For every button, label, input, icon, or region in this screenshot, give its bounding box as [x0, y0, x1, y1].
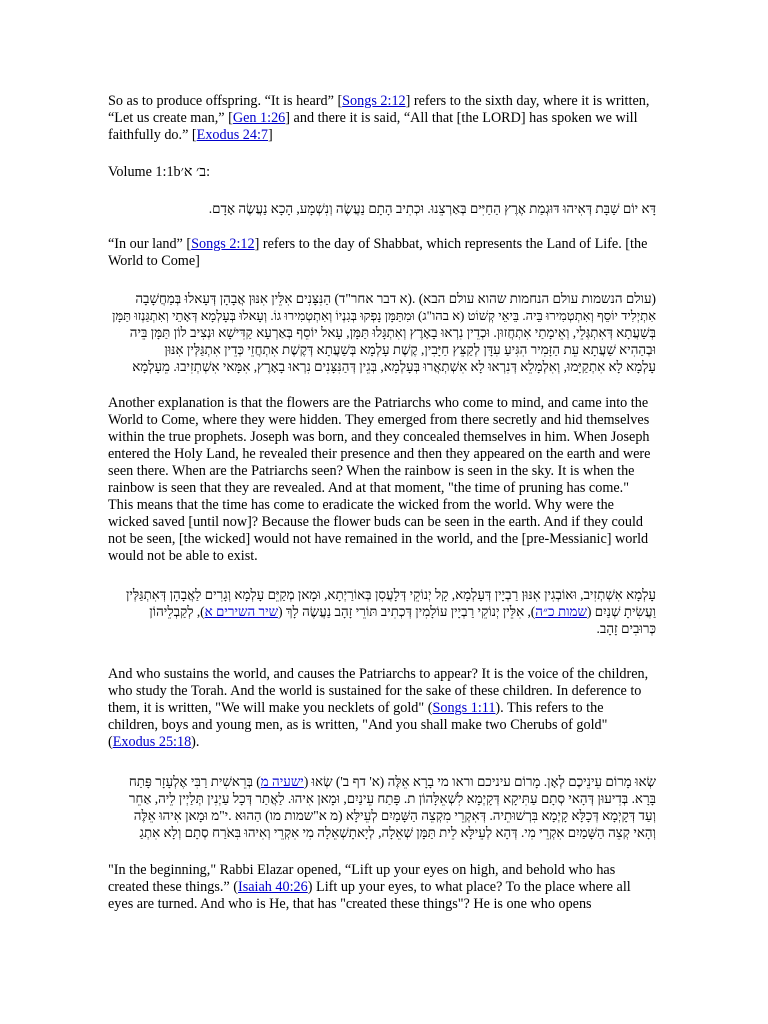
paragraph-5	[108, 862, 656, 913]
link-yeshayahu-40[interactable]: ישעיה מ	[260, 774, 304, 789]
text: ] refers to the sixth day, where it is written, “Let us create man,” [	[108, 93, 650, 126]
paragraph-3: Another explanation is that the flowers are the Patriarchs who come to mind, and came into the World to Come, where they were hidden. They emerged from there secretly and hid themselves within the true prophets. Joseph was born, and they concealed themselves in him. When Joseph entered the Holy Land, he revealed their presence and then they appeared on the earth and were seen there. When are the Patriarchs seen? When the rainbow is seen in the sky. It is when the rainbow is seen that they are revealed. And at that moment, "the time of pruning has come." This means that the time has come to eradicate the wicked from the world. Why were the wicked saved [until now]? Because the flower buds can be seen in the earth. And if they could not be seen, [the wicked] would not have remained in the world, and the [pre-Messianic] world would not be able to exist.	[108, 395, 651, 564]
hebrew-passage-3	[108, 586, 656, 637]
link-exodus-25-18[interactable]: Exodus 25:18	[112, 734, 192, 750]
paragraph-2	[108, 236, 656, 270]
text: ). This refers to the children, boys and young men, as is written, "And you shall make two Cherubs of gold" (	[108, 700, 608, 750]
link-shir-hashirim[interactable]: שיר השירים א	[204, 604, 279, 619]
link-isaiah-40-26[interactable]: Isaiah 40:26	[238, 879, 308, 895]
hebrew-line	[108, 603, 656, 620]
volume-heading: Volume 1:1bב׳ א׳:	[108, 164, 211, 180]
text: “In our land” [	[108, 236, 192, 252]
hebrew-line: כְּרוּבִים זָהָב.	[596, 621, 656, 636]
text: ).	[191, 734, 200, 750]
hebrew-line: עָלְמָא אִשְׁתְזִיב, וּאוֹבְגִין אִנּוּן רַבְיָין דְּעָלְמָא, קָל יְנוֹקֵי דְּלָעֲסִן בְּאוֹרַיְתָא, וּמָאן מְקַיֵּם עָלְמָא וְגָרִים לַאֲבָהָן דְּאִתְגַּלְּין	[125, 587, 656, 602]
hebrew-line: (עולם הנשמות עולם הנחמות שהוא עולם הבא) .(א דבר אחר"ד) הַנִּצָּנִים אִלֵּין אִנּוּן אֲבָהָן דְּעָאלוּ בְּמַחֲשָׁבָה	[135, 291, 656, 306]
hebrew-line: וְעַד דְּקָיְמָא דְּכָלָּא קָיְמָא בִּרְשׁוּתֵיה. דְּאִקְרֵי מִקְצֵה הַשָּׁמַיִם לְעֵילָּא (מ א"שמות מו) הַהוּא .י"מ וּמָאן אִיהוּ אֵלֶּה	[133, 808, 656, 823]
text: And who sustains the world, and causes the Patriarchs to appear? It is the voice of the children, who study the Torah. And the world is sustained for the sake of these children. In deference to them, it is written, "We will make you necklets of gold" (	[108, 666, 649, 716]
text: ] refers to the day of Shabbat, which represents the Land of Life. [the World to Come]	[108, 236, 648, 269]
paragraph-4	[108, 666, 656, 751]
hebrew-line	[108, 773, 656, 790]
text: "In the beginning," Rabbi Elazar opened, “Lift up your eyes on high, and behold who has created these things.” (	[108, 862, 616, 895]
hebrew-passage-1: דָּא יוֹם שַׁבָּת דְּאִיהוּ דּוּגְמַת אֶרֶץ הַחַיִּים בְּאַרְצֵנוּ. וּכְתִיב הָתָם נַעֲשֶׂה וְנִשְׁמָע, הָכָא נַעֲשֶׂה אָדָם.	[208, 201, 656, 216]
link-shemot-25[interactable]: שמות כ״ה	[535, 604, 587, 619]
text: שְׂאוּ מָרוֹם עֵינֵיכֶם לְאָן. מָרוֹם עיניכם וראו מי בָרָא אֵלֶּה (א' דף ב') שְׂאוּ (	[303, 774, 656, 789]
hebrew-passage-2	[108, 290, 656, 375]
hebrew-line: עָלְמָא לָא אִתְקַיָּמוּ, וְאִלְמָלֵא דְּנִרְאוּ לָא אִשְׁתְאֲרוּ בְּעָלְמָא, בְּגֵין דְּהַנִּצָּנִים נִרְאוּ בָאָרֶץ, אִמָּאי אִשְׁתְזִיבוּ. מֵעָלְמָא	[132, 359, 656, 374]
text: ] and there it is said, “All that [the LORD] has spoken we will faithfully do.” [	[108, 110, 638, 143]
hebrew-line: וּבְהַהִיא שַׁעֲתָא עֵת הַזָּמִיר הִגִּיעַ עִדָּן לְקַצֵּץ חַיָּבִין, קֶשֶׁת עָלְמָא בְּשַׁעֲתָא דְּקֶשֶׁת אִתְחֲזֵי כְּדֵין אִתְגַּלְּין אִנּוּן	[164, 342, 656, 357]
text: ) בְּרֵאשִׁית רַבִּי אֶלְעָזָר פָּתַח	[128, 774, 261, 789]
link-songs-1-11[interactable]: Songs 1:11	[432, 700, 496, 716]
hebrew-line: אִתְיְלִיד יוֹסֵף וְאִתְטְמִירוּ בֵּיה. בֵּיאֵי קְשׁוֹט (א בהו"ג) וּמִתַּמָּן נָפְקוּ בְּגִנְיוֹ וְאִתְטְמִירוּ גוֹ. וְעָאלוּ בְּעָלְמָא דְּאָתֵי וְאִתְגַּנְזוּ תַּמָּן	[112, 308, 656, 323]
hebrew-line: וְהָאי קְצֵה הַשָּׁמַיִם אִקְרֵי מִי. דְּהָא לְעֵילָּא לֵית תַּמָּן שְׁאֵלָה, לְיָאתָשְׁאֵלָה מִי אִקְרֵי וְאִיהוּ בִּאֹרַח סְתָם וְלָא אִתְגַ	[139, 825, 656, 840]
text: ), אִלֵּין יְנוֹקֵי רַבְיָין עוֹלָמִין דְּכְתִיב תּוֹרֵי זָהָב נַעֲשֶׂה לָךְ (	[278, 604, 536, 619]
text: ) Lift up your eyes, to what place? To the place where all eyes are turned. And who is He, that has "created these things"? He is one who opens	[108, 879, 631, 912]
text: ]	[268, 127, 273, 143]
hebrew-line: בָּרָא. בְּדִיעוּן דְּהָאי סְתָם עַתִּיקָא דְּקָיְמָא לִשְׁאֵלָּהוֹן ת. פָּתַח עֵינַיִם, וּמָאן אִיהוּ. לַאֲתַר דְּכָל עַיְנִין תְּלַיְין לֵיה, אַחֵר	[128, 791, 656, 806]
hebrew-passage-4	[108, 773, 656, 841]
text: So as to produce offspring. “It is heard” [	[108, 93, 343, 109]
hebrew-line: בְּשַׁעֲתָא דְּאִתְגְּלֵי, וְאֵימָתַי אִתְחֲזוּן. וּכְדֵין נִרְאוּ בָאָרֶץ וְאִתְגָּלוּ תַּמָּן, עָאל יוֹסֵף בְּאַרְעָא קַדִּישָׁא וּנְצִיב לוֹן תַּמָּן בֵּיה	[129, 325, 656, 340]
link-songs-2-12[interactable]: Songs 2:12	[342, 93, 406, 109]
text: וַעֲשִׂיתָ שְׁנַיִם (	[586, 604, 656, 619]
text: ), לְקַבְלֵיהוֹן	[149, 604, 205, 619]
link-exodus-24-7[interactable]: Exodus 24:7	[196, 127, 268, 143]
paragraph-1	[108, 93, 656, 144]
link-gen-1-26[interactable]: Gen 1:26	[232, 110, 286, 126]
link-songs-2-12[interactable]: Songs 2:12	[191, 236, 255, 252]
